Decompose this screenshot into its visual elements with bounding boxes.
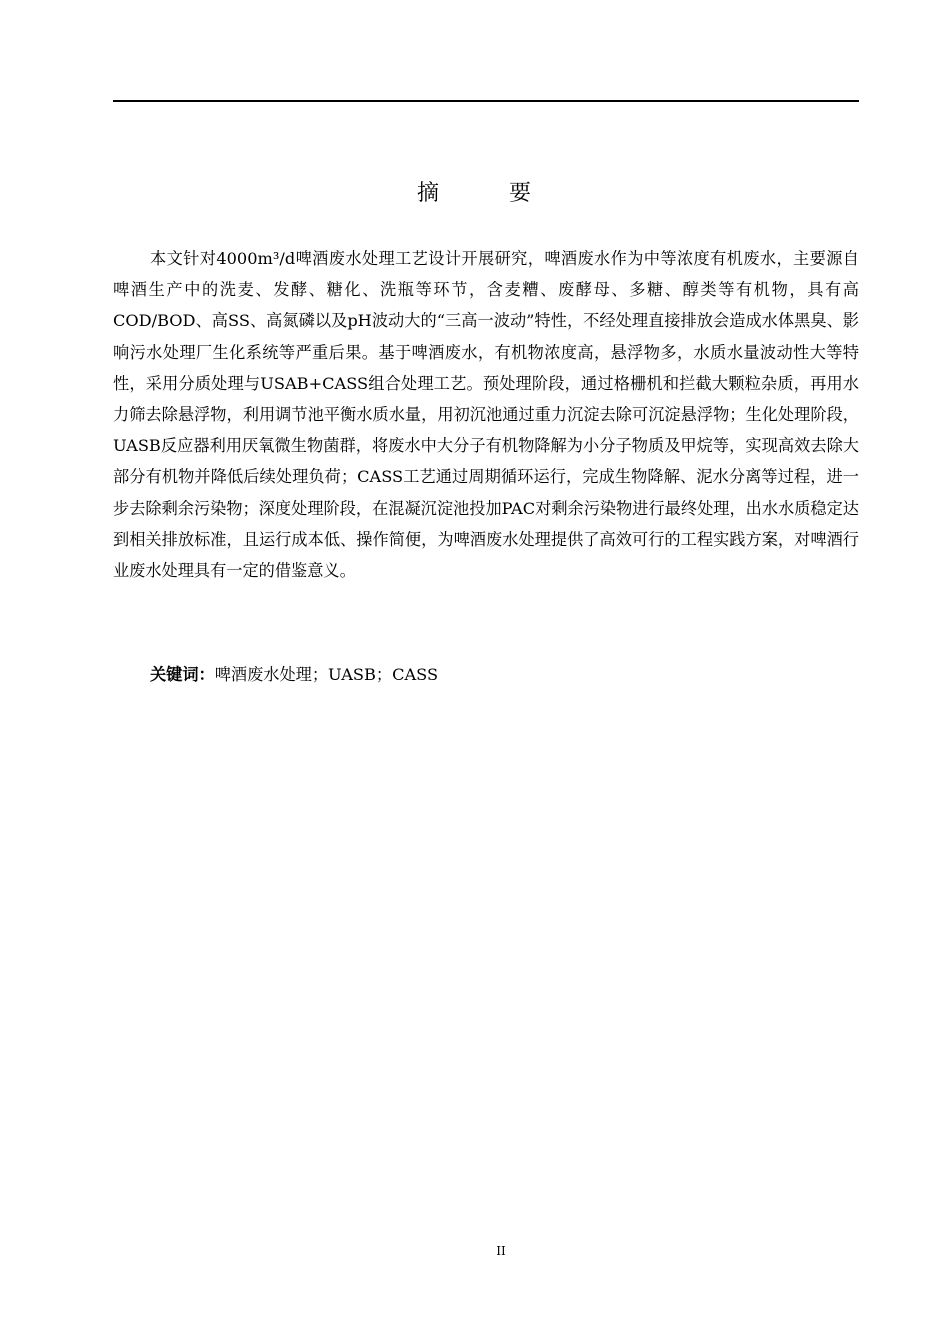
page-number: II xyxy=(496,1244,506,1258)
header-rule xyxy=(113,100,859,102)
abstract-title: 摘 要 xyxy=(416,181,555,206)
keywords-label: 关键词： xyxy=(150,665,215,684)
keywords-line xyxy=(113,659,859,690)
abstract-body: 本文针对4000m³/d啤酒废水处理工艺设计开展研究，啤酒废水作为中等浓度有机废水，主要源自啤酒生产中的洗麦、发酵、糖化、洗瓶等环节，含麦糟、废酵母、多糖、醇类等有机物，具有高COD/BOD、高SS、高氮磷以及pH波动大的“三高一波动”特性，不经处理直接排放会造成水体黑臭、影响污水处理厂生化系统等严重后果。基于啤酒废水，有机物浓度高，悬浮物多，水质水量波动性大等特性，采用分质处理与USAB+CASS组合处理工艺。预处理阶段，通过格栅机和拦截大颗粒杂质，再用水力筛去除悬浮物，利用调节池平衡水质水量，用初沉池通过重力沉淀去除可沉淀悬浮物；生化处理阶段，UASB反应器利用厌氧微生物菌群，将废水中大分子有机物降解为小分子物质及甲烷等，实现高效去除大部分有机物并降低后续处理负荷；CASS工艺通过周期循环运行，完成生物降解、泥水分离等过程，进一步去除剩余污染物；深度处理阶段，在混凝沉淀池投加PAC对剩余污染物进行最终处理，出水水质稳定达到相关排放标准，且运行成本低、操作简便，为啤酒废水处理提供了高效可行的工程实践方案，对啤酒行业废水处理具有一定的借鉴意义。 xyxy=(113,249,859,581)
keywords-text: 啤酒废水处理；UASB；CASS xyxy=(214,665,439,684)
